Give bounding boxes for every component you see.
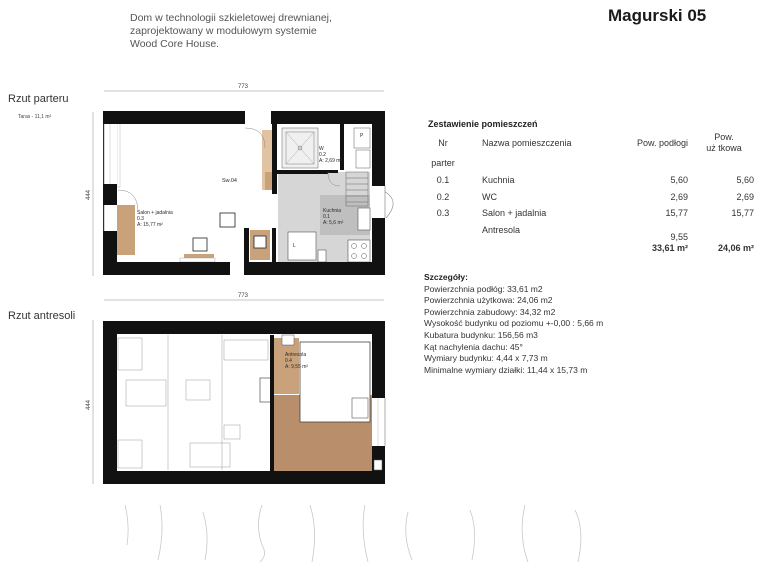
cell-name: Kuchnia [482,175,515,185]
room-area: A: 2,69 m² [319,158,343,164]
header-usable-line1: Pow. [714,132,734,142]
cell-name: Salon + jadalnia [482,208,547,218]
wardrobe-label: P [360,133,364,139]
cell-nr: 0.2 [436,192,450,202]
details-line: Kubatura budynku: 156,56 m3 [424,329,538,340]
cell-usable: 15,77 [731,208,754,218]
terrace-label: Taras - 11,1 m² [18,114,52,120]
room-nr: 0.3 [137,216,144,222]
room-nr: 0.1 [323,214,330,220]
room-salon-label [137,210,173,228]
room-area: A: 5,6 m² [323,220,344,226]
cell-floor: 15,77 [665,208,688,218]
details-line: Wysokość budynku od poziomu +-0,00 : 5,66 m [424,318,604,329]
table-group-row [424,158,754,172]
details-block [424,272,603,376]
cell-floor: 2,69 [670,192,688,202]
cell-floor: 9,55 [670,232,688,242]
cell-name: WC [482,192,497,202]
table-row [424,208,754,222]
fridge-label: L [293,243,296,249]
cell-nr: 0.3 [436,208,450,218]
header-nr: Nr [438,138,448,148]
details-title: Szczegóły: [424,272,468,282]
intro-line: Dom w technologii szkieletowej drewnianej, [130,12,332,24]
table-total-row [424,243,754,257]
cell-usable: 5,60 [736,175,754,185]
group-label: parter [431,158,455,168]
header-name: Nazwa pomieszczenia [482,138,572,148]
room-name: W [319,146,324,152]
room-area: A: 9,55 m² [285,364,309,370]
mezz-depth-dim: 444 [86,399,92,410]
header-usable-line2: uż tkowa [706,143,742,153]
ground-floor-label: Rzut parteru [8,93,69,105]
room-kitchen-label [323,208,343,226]
details-line: Kąt nachylenia dachu: 45° [424,341,523,352]
total-usable: 24,06 m² [717,243,754,253]
mezzanine-label: Rzut antresoli [8,310,76,322]
room-mezzanine-label [285,352,308,370]
room-name: Antresola [285,352,307,358]
tree-decoration [125,505,581,562]
room-area: A: 15,77 m² [137,222,163,228]
table-row [424,225,754,242]
details-line: Minimalne wymiary działki: 11,44 x 15,73 m [424,364,588,375]
details-line: Powierzchnia podłóg: 33,61 m2 [424,283,543,294]
room-name: Salon + jadalnia [137,210,173,216]
details-line: Powierzchnia użytkowa: 24,06 m2 [424,295,553,306]
table-row [424,175,754,189]
table-row [424,192,754,206]
room-name: Kuchnia [323,208,342,214]
ground-width-dim: 773 [238,84,249,90]
room-wc-label [319,146,342,164]
cell-nr: 0.1 [436,175,450,185]
details-line: Powierzchnia zabudowy: 34,32 m2 [424,306,556,317]
cell-name: Antresola [482,225,521,235]
cell-floor: 5,60 [670,175,688,185]
details-line: Wymiary budynku: 4,44 x 7,73 m [424,353,548,364]
summary-title: Zestawienie pomieszczeń [428,119,538,129]
intro-line: zaprojektowany w modułowym systemie [130,25,317,37]
mezz-width-dim: 773 [238,293,249,299]
mezzanine-plan [103,321,385,484]
room-nr: 0.4 [285,358,292,364]
header-usable [694,132,754,154]
sw-label: Sw.04 [222,178,237,184]
total-floor: 33,61 m² [651,243,688,253]
intro-line: Wood Core House. [130,38,220,50]
house-title: Magurski 05 [608,6,707,25]
header-floor-area: Pow. podłogi [636,138,688,148]
ground-floor-plan [103,111,393,275]
cell-usable: 2,69 [736,192,754,202]
room-nr: 0.2 [319,152,326,158]
ground-depth-dim: 444 [86,189,92,200]
